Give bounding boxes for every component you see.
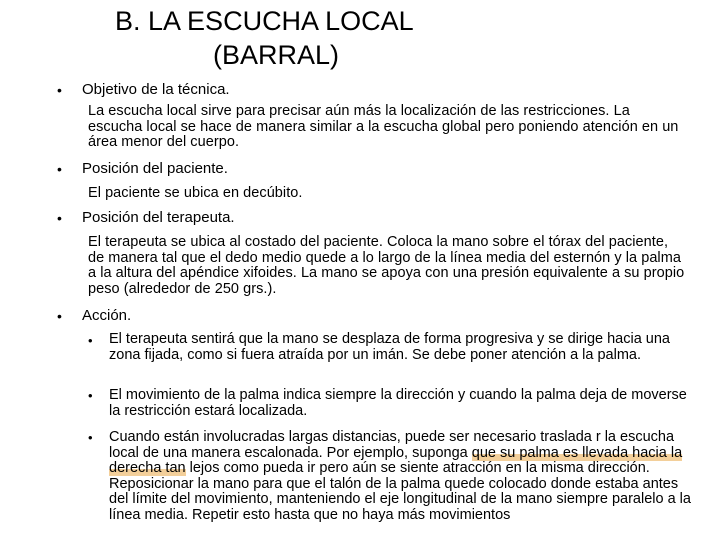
heading-posicion-paciente: Posición del paciente. — [82, 160, 228, 177]
heading-objetivo: Objetivo de la técnica. — [82, 81, 230, 98]
list-item-accion-3-post: lejos como pueda ir pero aún se siente atracción en la misma dirección. Reposicionar la mano para que el talón de la palma quede colocado donde estaba antes del límite del movimiento, manteniendo el eje longitudinal de la mano siempre paralelo a la línea media. Repetir esto hasta que no haya más movimientos — [109, 460, 691, 523]
paragraph-posicion-paciente: El paciente se ubica en decúbito. — [88, 185, 303, 201]
list-item-accion-1: El terapeuta sentirá que la mano se desplaza de forma progresiva y se dirige hacia una zona fijada, como si fuera atraída por un imán. Se debe poner atención a la palma. — [109, 331, 670, 363]
title-line-1: B. LA ESCUCHA LOCAL — [115, 6, 414, 36]
list-item-accion-3 — [109, 430, 699, 523]
bullet-icon: • — [57, 82, 62, 98]
list-item-accion-2: El movimiento de la palma indica siempre la dirección y cuando la palma deja de moverse la restricción estará localizada. — [109, 387, 687, 419]
bullet-icon: • — [57, 210, 62, 226]
sub-bullet-icon: • — [88, 388, 93, 403]
title-line-2: (BARRAL) — [213, 40, 340, 70]
bullet-icon: • — [57, 161, 62, 177]
highlighted-text: que su palma es llevada hacia la derecha tan — [109, 444, 683, 476]
heading-accion: Acción. — [82, 307, 132, 324]
paragraph-posicion-terapeuta: El terapeuta se ubica al costado del paciente. Coloca la mano sobre el tórax del paciente, de manera tal que el dedo medio quede a lo largo de la línea media del esternón y la palma a la altura del apéndice xifoides. La mano se apoya con una presión equivalente a su propio peso (alrededor de 250 grs.). — [88, 234, 685, 297]
paragraph-objetivo: La escucha local sirve para precisar aún más la localización de las restricciones. La escucha local se hace de manera similar a la escucha global pero poniendo atención en un área menor del cuerpo. — [88, 103, 679, 150]
sub-bullet-icon: • — [88, 430, 93, 445]
heading-posicion-terapeuta: Posición del terapeuta. — [82, 209, 235, 226]
sub-bullet-icon: • — [88, 333, 93, 348]
list-item-accion-3-pre: Cuando están involucradas largas distancias, puede ser necesario traslada r la escucha local de una manera escalonada. Por ejemplo, suponga — [109, 429, 675, 461]
bullet-icon: • — [57, 308, 62, 324]
